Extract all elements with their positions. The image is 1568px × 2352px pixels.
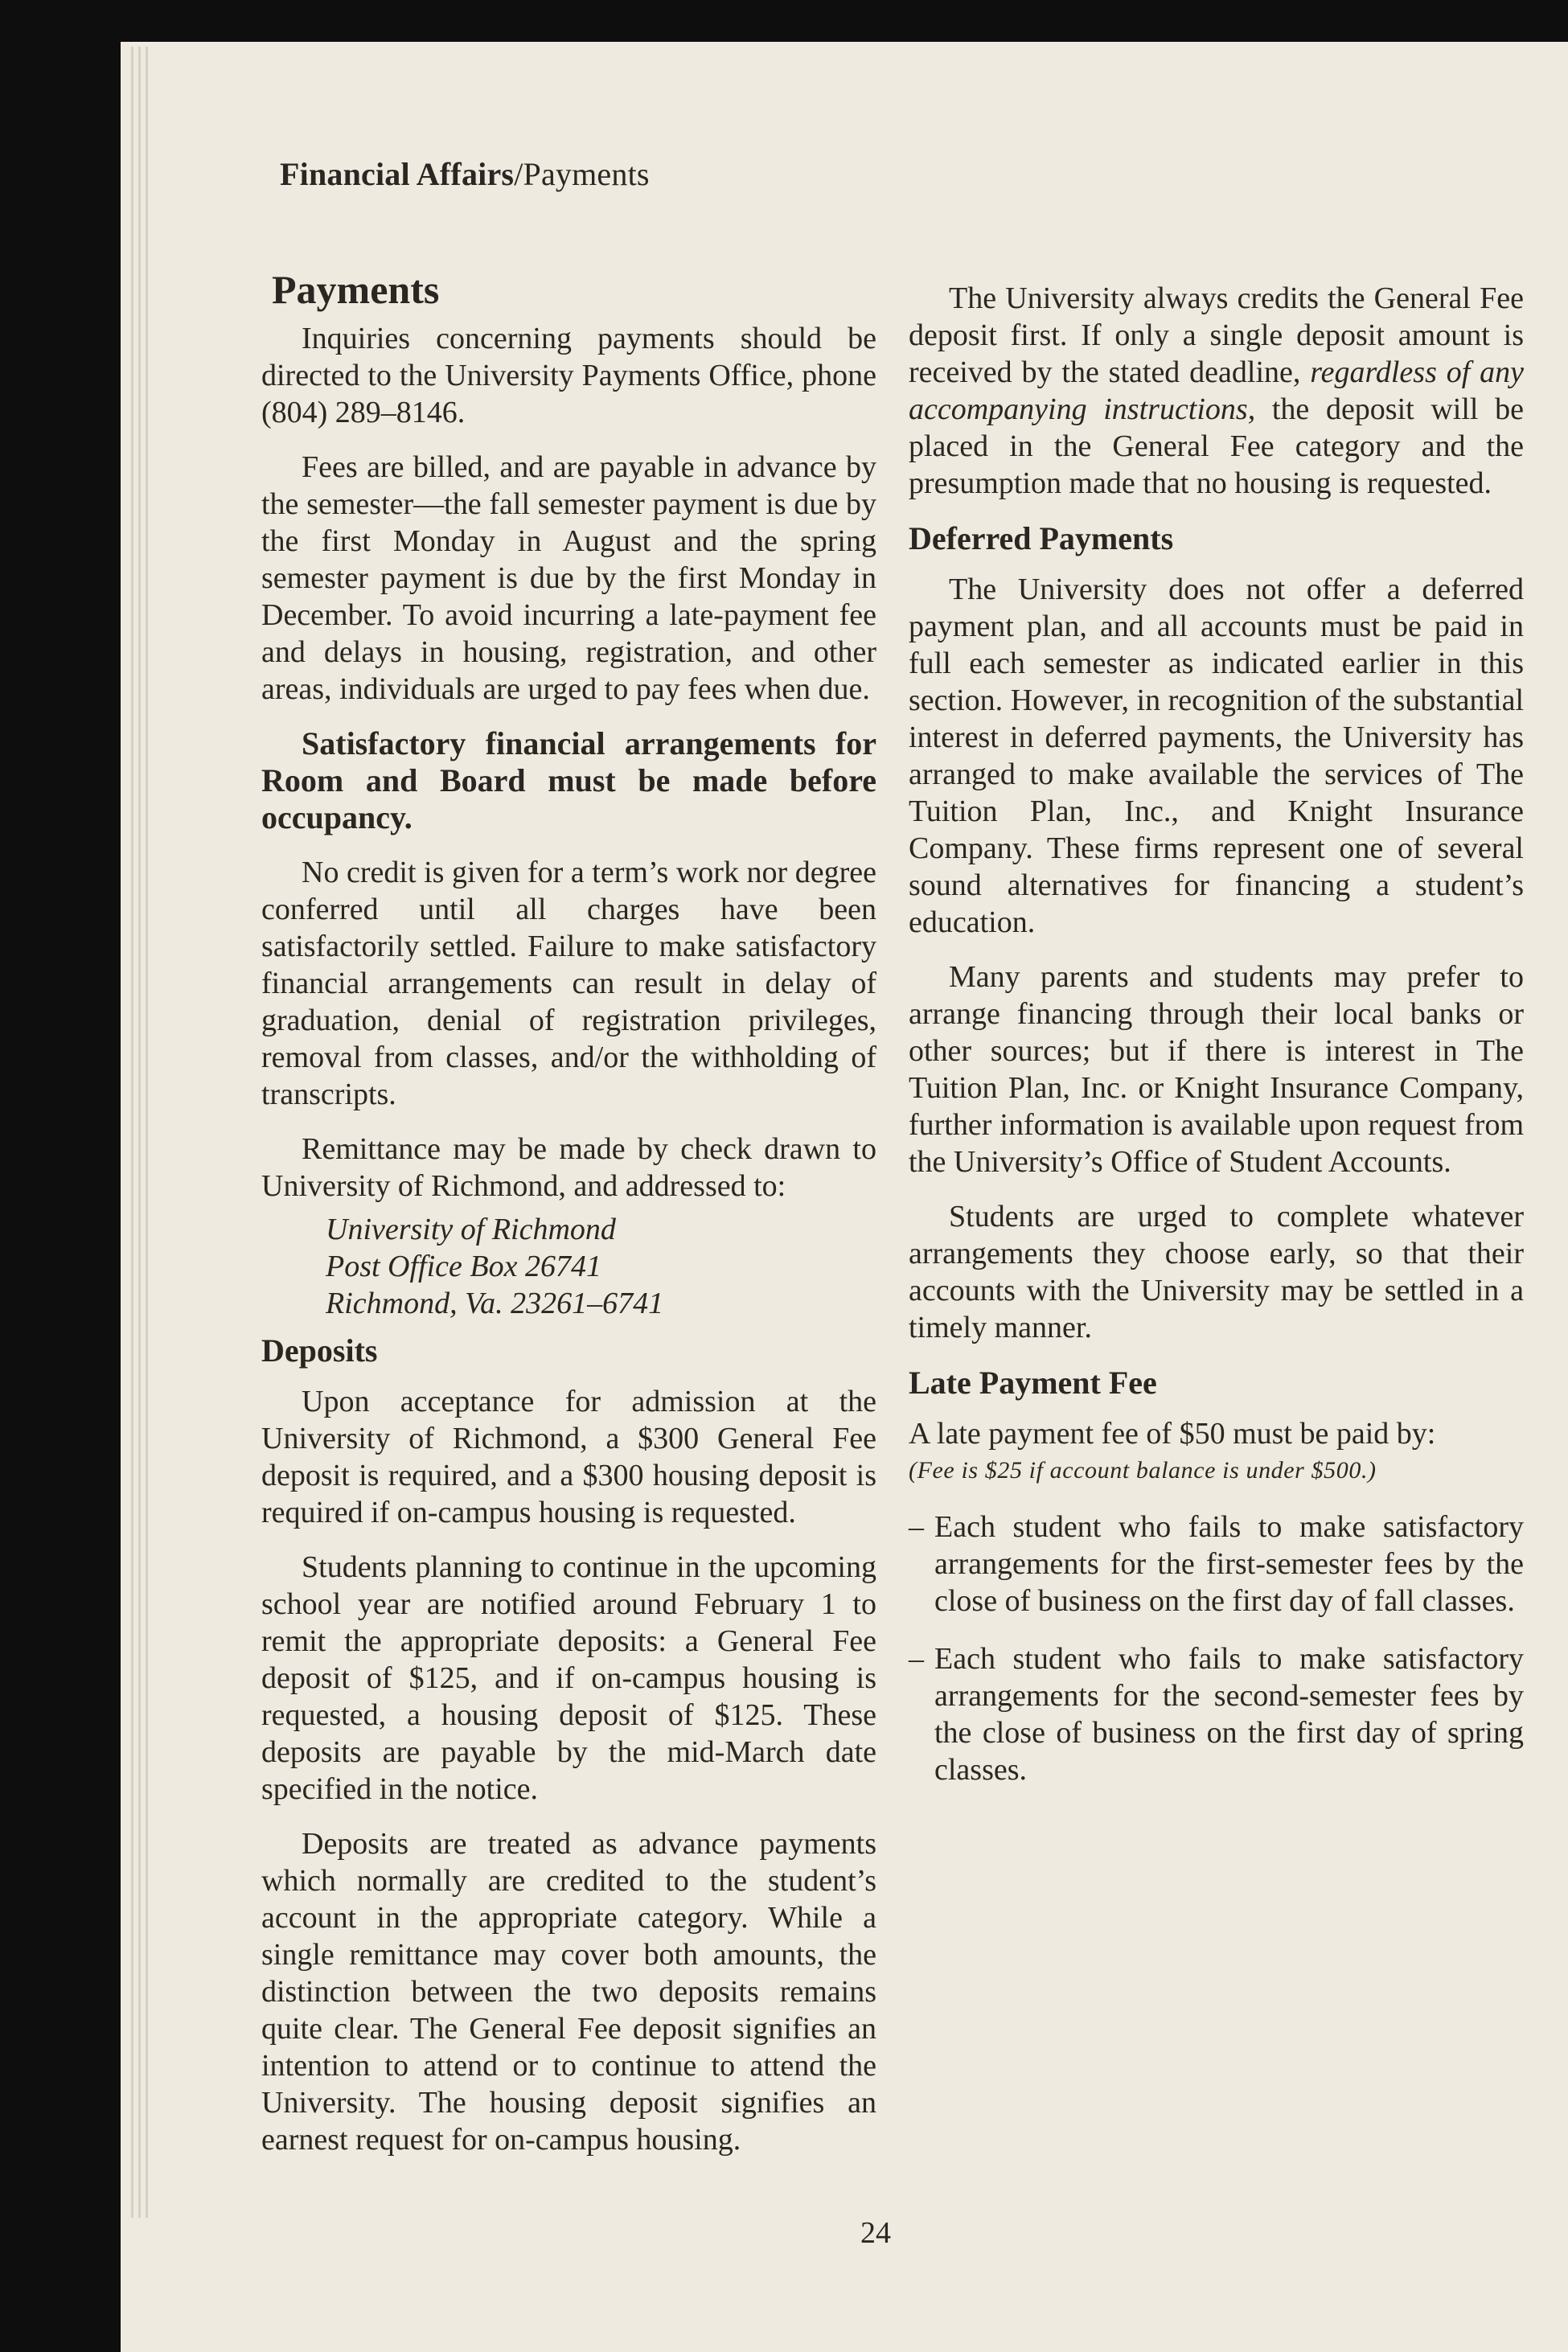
running-header <box>280 155 650 193</box>
deposits-paragraph: Upon acceptance for admission at the University of Richmond, a $300 General Fee deposit is required, and a $300 housing deposit is required if on-campus housing is requested. <box>261 1385 876 1529</box>
late-fee-intro: A late payment fee of $50 must be paid by: <box>909 1417 1436 1451</box>
late-fee-note: (Fee is $25 if account balance is under $500.) <box>909 1457 1377 1484</box>
address-line: Richmond, Va. 23261–6741 <box>326 1287 664 1320</box>
deposits-p4-end: the deposit will be placed in the General Fee category and the presumption made that no housing is requested. <box>909 392 1524 500</box>
left-column <box>261 265 876 2176</box>
deposits-p4-start: The University always credits the General Fee deposit first. If only a single deposit amount is received by the stated deadline, <box>909 281 1524 389</box>
page-edge-line <box>131 47 133 2218</box>
header-rest: /Payments <box>514 156 650 192</box>
right-column <box>909 280 1524 1809</box>
room-board-notice: Satisfactory financial arrangements for Room and Board must be made before occupancy. <box>261 725 876 835</box>
late-payment-fee-heading: Late Payment Fee <box>909 1365 1157 1401</box>
deferred-paragraph: Students are urged to complete whatever arrangements they choose early, so that their accounts with the University may be settled in a timely manner. <box>909 1200 1524 1344</box>
address-line: University of Richmond <box>326 1213 616 1246</box>
payments-heading: Payments <box>272 267 440 312</box>
dash-bullet: – <box>909 1510 924 1544</box>
page-edge-line <box>146 47 148 2218</box>
payments-paragraph: Fees are billed, and are payable in advance by the semester—the fall semester payment is due by the first Monday in August and the spring semester payment is due by the first Monday in December. To avoid incurring a late-payment fee and delays in housing, registration, and other areas, individuals are urged to pay fees when due. <box>261 450 876 706</box>
deferred-paragraph: The University does not offer a deferred payment plan, and all accounts must be paid in full each semester as indicated earlier in this section. However, in recognition of the substantial interest in deferred payments, the University has arranged to make available the services of The Tuition Plan, Inc., and Knight Insurance Company. These firms represent one of several sound alternatives for financing a student’s education. <box>909 573 1524 939</box>
deferred-payments-heading: Deferred Payments <box>909 520 1174 556</box>
deposits-p4-italic: regardless of any accompanying instructions, <box>909 355 1525 426</box>
payments-paragraph: Inquiries concerning payments should be directed to the University Payments Office, phone (804) 289–8146. <box>261 322 876 429</box>
page-edge-line <box>138 47 141 2218</box>
list-item-text: Each student who fails to make satisfactory arrangements for the first-semester fees by the close of business on the first day of fall classes. <box>934 1510 1524 1618</box>
mailing-address <box>326 1211 876 1322</box>
list-item <box>909 1640 1524 1788</box>
address-line: Post Office Box 26741 <box>326 1250 601 1283</box>
list-item-text: Each student who fails to make satisfactory arrangements for the second-semester fees by the close of business on the first day of spring classes. <box>934 1642 1524 1787</box>
deposits-paragraph: Students planning to continue in the upcoming school year are notified around February 1 to remit the appropriate deposits: a General Fee deposit of $125, and if on-campus housing is requested, a housing deposit of $125. These deposits are payable by the mid-March date specified in the notice. <box>261 1550 876 1806</box>
payments-paragraph: Remittance may be made by check drawn to University of Richmond, and addressed to: <box>261 1132 876 1203</box>
list-item <box>909 1508 1524 1619</box>
deferred-paragraph: Many parents and students may prefer to arrange financing through their local banks or other sources; but if there is interest in The Tuition Plan, Inc. or Knight Insurance Company, further information is available upon request from the University’s Office of Student Accounts. <box>909 960 1524 1179</box>
header-bold: Financial Affairs <box>280 156 515 192</box>
payments-paragraph: No credit is given for a term’s work nor degree conferred until all charges have been satisfactorily settled. Failure to make satisfactory financial arrangements can result in delay of graduation, denial of registration privileges, removal from classes, and/or the withholding of transcripts. <box>261 856 876 1111</box>
dash-bullet: – <box>909 1642 924 1676</box>
page-number: 24 <box>860 2216 891 2250</box>
deposits-heading: Deposits <box>261 1332 378 1369</box>
deposits-paragraph: Deposits are treated as advance payments which normally are credited to the student’s account in the appropriate category. While a single remittance may cover both amounts, the distinction between the two deposits remains quite clear. The General Fee deposit signifies an intention to attend or to continue to attend the University. The housing deposit signifies an earnest request for on-campus housing. <box>261 1827 876 2157</box>
deposits-paragraph <box>909 280 1524 502</box>
